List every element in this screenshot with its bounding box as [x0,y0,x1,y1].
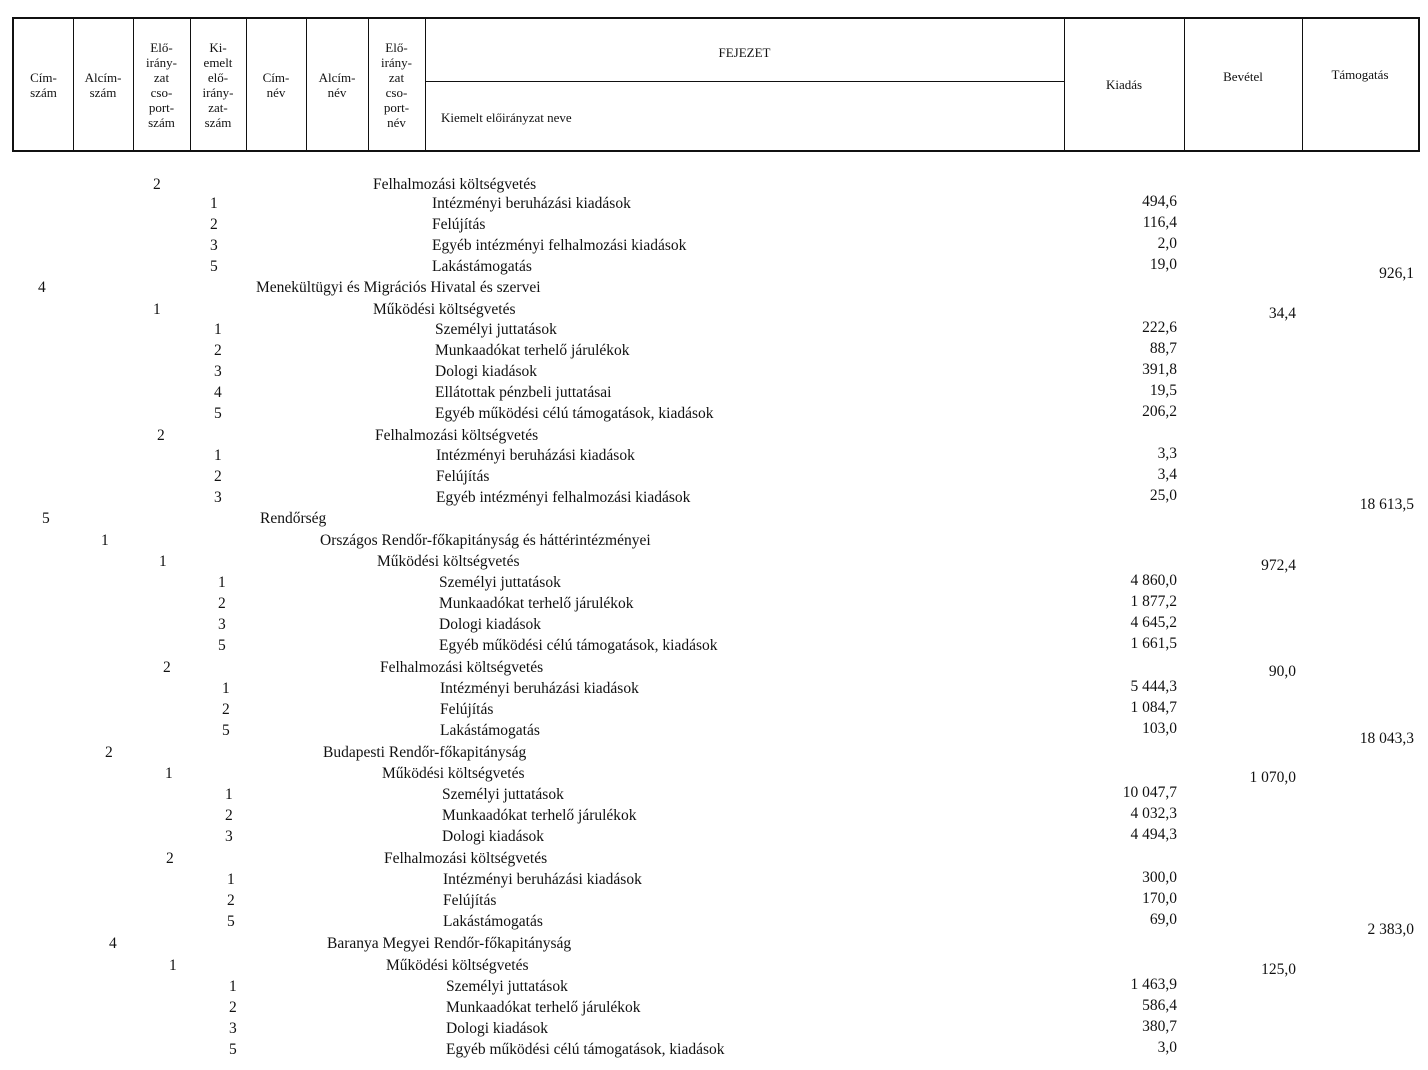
row-kiadas: 4 032,3 [1130,805,1177,822]
row-code: 1 [227,871,235,888]
row-bevetel: 125,0 [1261,961,1296,978]
row-name: Intézményi beruházási kiadások [440,680,639,697]
header-alcim-nev: Alcím- név [318,69,356,100]
row-kiadas: 103,0 [1142,720,1177,737]
row-name: Dologi kiadások [435,363,538,380]
row-code: 4 [214,384,222,401]
row-name: Személyi juttatások [435,321,557,338]
row-kiadas: 4 494,3 [1130,826,1177,843]
row-name: Dologi kiadások [446,1020,549,1037]
table-row [0,850,1428,871]
row-code: 2 [153,176,161,193]
row-code: 5 [227,913,235,930]
row-name: Felújítás [440,701,494,718]
row-code: 1 [225,786,233,803]
row-code: 1 [218,574,226,591]
table-row [0,489,1428,510]
row-kiadas: 222,6 [1142,319,1177,336]
row-kiadas: 19,5 [1149,382,1177,399]
table-row [0,765,1428,786]
row-code: 5 [210,258,218,275]
row-tamogatas: 926,1 [1379,265,1414,282]
row-code: 3 [210,237,218,254]
table-row [0,468,1428,489]
table-row [0,237,1428,258]
row-name: Működési költségvetés [373,301,516,318]
row-code: 2 [157,427,165,444]
row-name: Egyéb működési célú támogatások, kiadások [439,637,718,654]
table-row [0,807,1428,828]
row-name: Felhalmozási költségvetés [384,850,548,867]
row-name: Lakástámogatás [440,722,540,739]
row-name: Egyéb működési célú támogatások, kiadások [446,1041,725,1058]
row-name: Munkaadókat terhelő járulékok [435,342,630,359]
row-name: Dologi kiadások [442,828,545,845]
row-code: 2 [166,850,174,867]
row-code: 3 [214,489,222,506]
row-name: Munkaadókat terhelő járulékok [446,999,641,1016]
row-code: 1 [214,447,222,464]
row-code: 3 [214,363,222,380]
table-row [0,978,1428,999]
row-kiadas: 586,4 [1142,997,1177,1014]
table-row [0,384,1428,405]
row-name: Felújítás [432,216,486,233]
row-code: 4 [38,279,46,296]
row-code: 1 [101,532,109,549]
row-kiadas: 170,0 [1142,890,1177,907]
table-row [0,913,1428,934]
table-row [0,828,1428,849]
table-row [0,301,1428,322]
row-name: Felújítás [436,468,490,485]
table-row [0,553,1428,574]
row-name: Baranya Megyei Rendőr-főkapitányság [327,935,572,952]
row-kiadas: 3,0 [1157,1039,1177,1056]
row-name: Intézményi beruházási kiadások [443,871,642,888]
row-code: 2 [225,807,233,824]
row-kiadas: 116,4 [1142,214,1177,231]
row-kiadas: 1 084,7 [1130,699,1177,716]
header-kiadas: Kiadás [1105,77,1143,92]
row-code: 1 [165,765,173,782]
row-name: Működési költségvetés [377,553,520,570]
row-kiadas: 4 645,2 [1130,614,1177,631]
row-kiadas: 380,7 [1142,1018,1177,1035]
row-kiadas: 2,0 [1157,235,1177,252]
row-code: 2 [105,744,113,761]
row-name: Lakástámogatás [443,913,543,930]
row-kiadas: 300,0 [1142,869,1177,886]
row-name: Menekültügyi és Migrációs Hivatal és szervei [256,279,541,296]
row-name: Lakástámogatás [432,258,532,275]
header-eloiranyzat-csoport-szam: Elő- irány- zat cso- port- szám [145,39,178,130]
row-code: 1 [222,680,230,697]
header-cim-szam: Cím- szám [30,69,57,100]
row-code: 2 [218,595,226,612]
row-kiadas: 5 444,3 [1130,678,1177,695]
table-row [0,1041,1428,1062]
row-code: 1 [229,978,237,995]
row-code: 1 [214,321,222,338]
row-kiadas: 1 661,5 [1130,635,1177,652]
row-kiadas: 1 877,2 [1130,593,1177,610]
row-name: Ellátottak pénzbeli juttatásai [435,384,612,401]
row-name: Egyéb intézményi felhalmozási kiadások [436,489,691,506]
row-bevetel: 34,4 [1268,305,1296,322]
table-row [0,363,1428,384]
table-row [0,871,1428,892]
row-kiadas: 19,0 [1149,256,1177,273]
table-row [0,786,1428,807]
row-code: 3 [225,828,233,845]
row-bevetel: 972,4 [1261,557,1296,574]
row-tamogatas: 18 613,5 [1359,496,1414,513]
row-name: Felhalmozási költségvetés [375,427,539,444]
row-kiadas: 25,0 [1149,487,1177,504]
table-row [0,680,1428,701]
row-tamogatas: 18 043,3 [1359,730,1414,747]
row-name: Működési költségvetés [386,957,529,974]
row-name: Munkaadókat terhelő járulékok [442,807,637,824]
row-code: 5 [222,722,230,739]
table-row [0,616,1428,637]
row-code: 5 [218,637,226,654]
table-row [0,176,1428,197]
header-kiemelt-eloiranyzat-neve: Kiemelt előirányzat neve [441,110,572,125]
row-code: 5 [42,510,50,527]
row-kiadas: 10 047,7 [1122,784,1177,801]
row-name: Rendőrség [260,510,327,527]
table-row [0,722,1428,743]
header-fejezet: FEJEZET [718,45,771,60]
table-row [0,1020,1428,1041]
table-row [0,637,1428,658]
row-kiadas: 88,7 [1149,340,1177,357]
row-bevetel: 90,0 [1268,663,1296,680]
row-kiadas: 3,3 [1157,445,1177,462]
row-code: 1 [153,301,161,318]
row-kiadas: 3,4 [1157,466,1177,483]
header-alcim-szam: Alcím- szám [84,69,122,100]
row-code: 3 [229,1020,237,1037]
row-code: 1 [169,957,177,974]
row-code: 2 [210,216,218,233]
row-code: 5 [214,405,222,422]
table-row [0,701,1428,722]
row-name: Személyi juttatások [442,786,564,803]
row-name: Felújítás [443,892,497,909]
row-code: 2 [214,468,222,485]
table-row [0,532,1428,553]
row-name: Egyéb működési célú támogatások, kiadások [435,405,714,422]
header-cim-nev: Cím- név [262,69,290,100]
row-name: Személyi juttatások [439,574,561,591]
row-code: 2 [163,659,171,676]
table-row [0,258,1428,279]
table-row [0,957,1428,978]
table-row [0,195,1428,216]
header-bevetel: Bevétel [1223,69,1263,84]
row-kiadas: 206,2 [1142,403,1177,420]
row-code: 1 [210,195,218,212]
row-name: Dologi kiadások [439,616,542,633]
table-row [0,659,1428,680]
table-row [0,321,1428,342]
row-code: 2 [214,342,222,359]
table-row [0,892,1428,913]
table-row [0,405,1428,426]
row-kiadas: 1 463,9 [1130,976,1177,993]
row-code: 2 [227,892,235,909]
row-name: Személyi juttatások [446,978,568,995]
table-row [0,447,1428,468]
row-code: 5 [229,1041,237,1058]
table-row [0,999,1428,1020]
row-code: 1 [159,553,167,570]
row-kiadas: 391,8 [1142,361,1177,378]
table-row [0,595,1428,616]
row-kiadas: 4 860,0 [1130,572,1177,589]
table-row [0,216,1428,237]
row-name: Felhalmozási költségvetés [380,659,544,676]
row-kiadas: 69,0 [1149,911,1177,928]
row-code: 2 [229,999,237,1016]
row-name: Intézményi beruházási kiadások [432,195,631,212]
header-eloiranyzat-csoport-nev: Elő- irány- zat cso- port- név [380,39,413,130]
row-name: Budapesti Rendőr-főkapitányság [323,744,527,761]
row-name: Országos Rendőr-főkapitányság és háttérintézményei [320,532,651,549]
header-kiemelt-eloiranyzat-szam: Ki- emelt elő- irány- zat- szám [202,39,234,130]
row-name: Működési költségvetés [382,765,525,782]
row-bevetel: 1 070,0 [1249,769,1296,786]
table-row [0,427,1428,448]
row-code: 4 [109,935,117,952]
row-code: 3 [218,616,226,633]
row-kiadas: 494,6 [1142,193,1177,210]
row-code: 2 [222,701,230,718]
row-name: Felhalmozási költségvetés [373,176,537,193]
table-row [0,342,1428,363]
row-name: Intézményi beruházási kiadások [436,447,635,464]
row-name: Egyéb intézményi felhalmozási kiadások [432,237,687,254]
row-name: Munkaadókat terhelő járulékok [439,595,634,612]
row-tamogatas: 2 383,0 [1367,921,1414,938]
header-tamogatas: Támogatás [1331,67,1389,82]
table-row [0,574,1428,595]
